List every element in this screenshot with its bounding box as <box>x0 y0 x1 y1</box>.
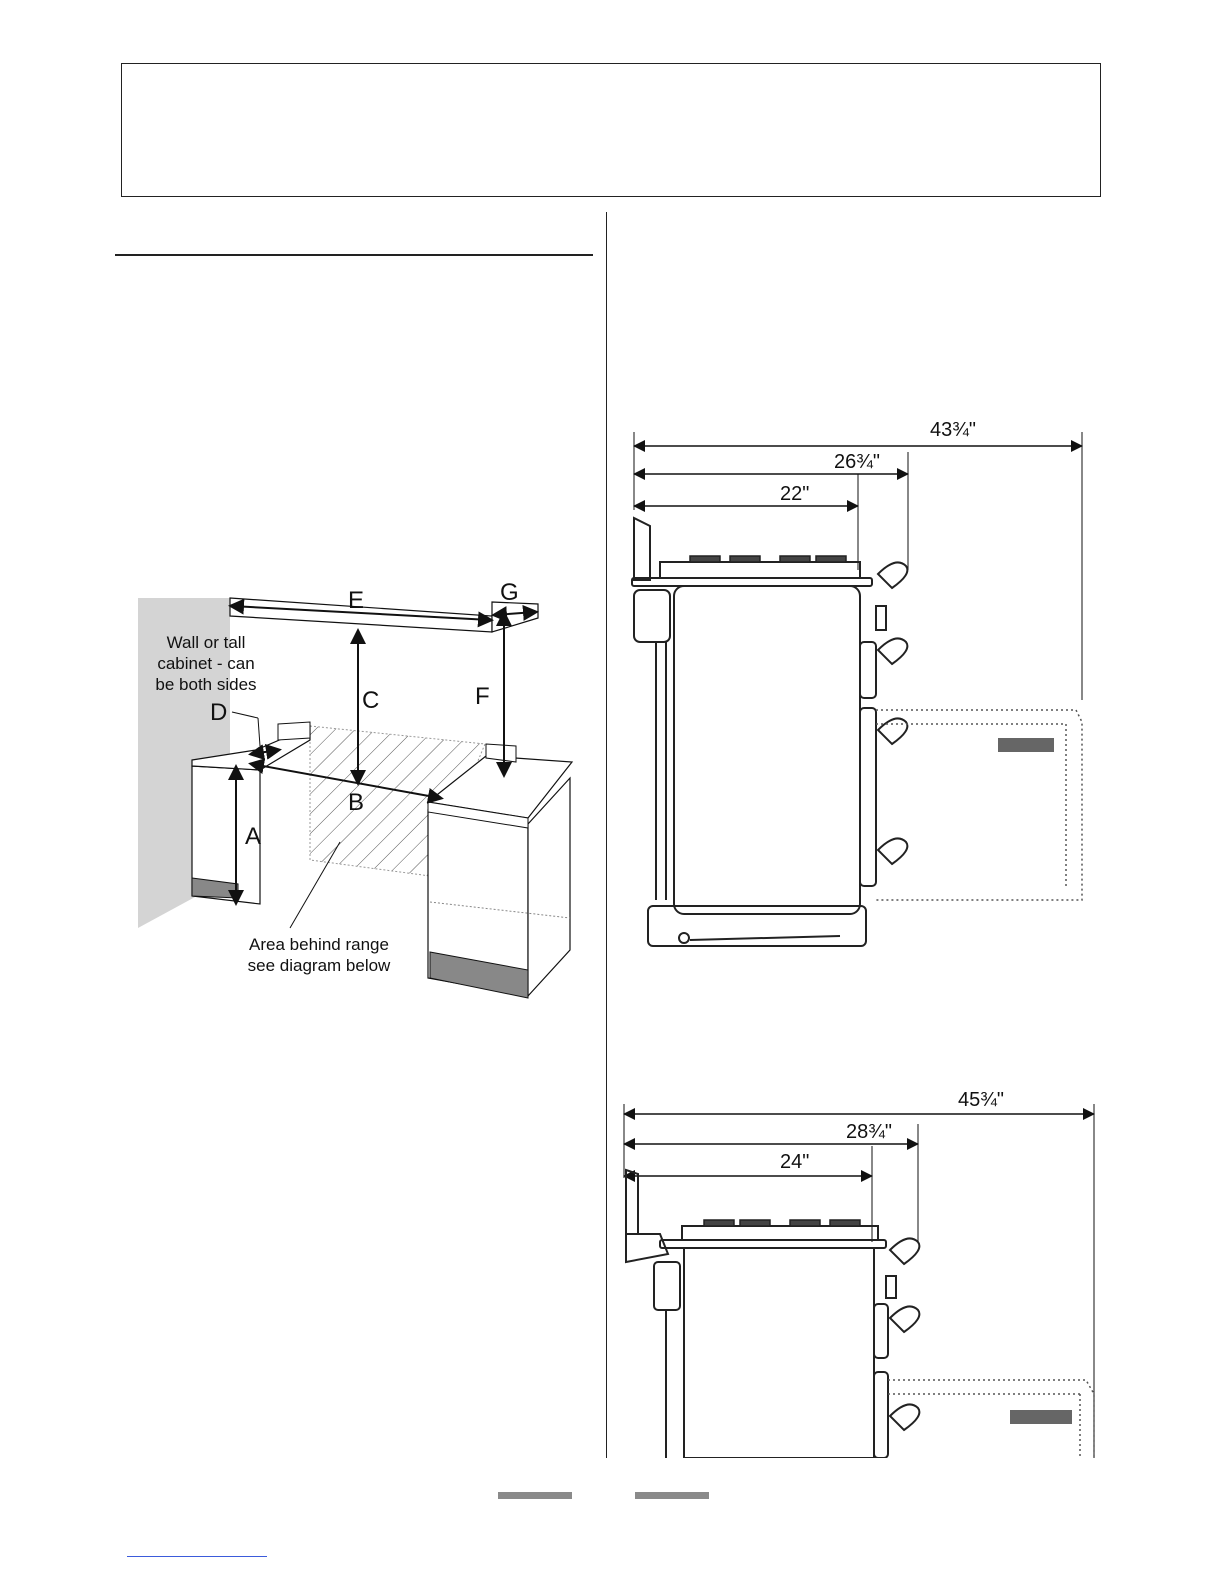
label-body-2: 24" <box>780 1151 810 1173</box>
label-with-handles: 26¾" <box>834 451 881 473</box>
label-with-handles-2: 28¾" <box>846 1121 893 1143</box>
label-F: F <box>475 683 490 710</box>
footer-bar-left <box>498 1492 572 1499</box>
footer-bar-right <box>635 1492 709 1499</box>
dim-D-leader <box>232 712 258 718</box>
column-divider <box>606 212 607 1458</box>
range-side-view-2 <box>610 1082 1110 1458</box>
label-overall: 43¾" <box>930 419 977 441</box>
wall-note-line-3: be both sides <box>155 675 257 694</box>
label-C: C <box>362 687 380 714</box>
wall-note-line-2: cabinet - can <box>157 654 255 673</box>
header-box <box>121 63 1101 197</box>
label-E: E <box>348 587 365 614</box>
range-side-view-1 <box>620 410 1100 950</box>
footer-link-underline[interactable] <box>127 1556 267 1557</box>
label-body: 22" <box>780 483 810 505</box>
hood-side <box>492 602 538 632</box>
door-handle-2 <box>1010 1410 1072 1424</box>
label-overall-2: 45¾" <box>958 1089 1005 1111</box>
area-note-line-2: see diagram below <box>247 956 391 975</box>
area-note-line-1: Area behind range <box>249 935 389 954</box>
label-B: B <box>348 789 365 816</box>
range-outline-1 <box>632 518 907 946</box>
label-G: G <box>500 579 519 606</box>
door-handle-1 <box>998 738 1054 752</box>
section-rule <box>115 254 593 256</box>
range-outline-2 <box>626 1170 919 1458</box>
wall-note-line-1: Wall or tall <box>166 633 246 652</box>
installation-clearance-diagram <box>130 578 590 1018</box>
label-D: D <box>210 699 228 726</box>
label-A: A <box>245 823 262 850</box>
